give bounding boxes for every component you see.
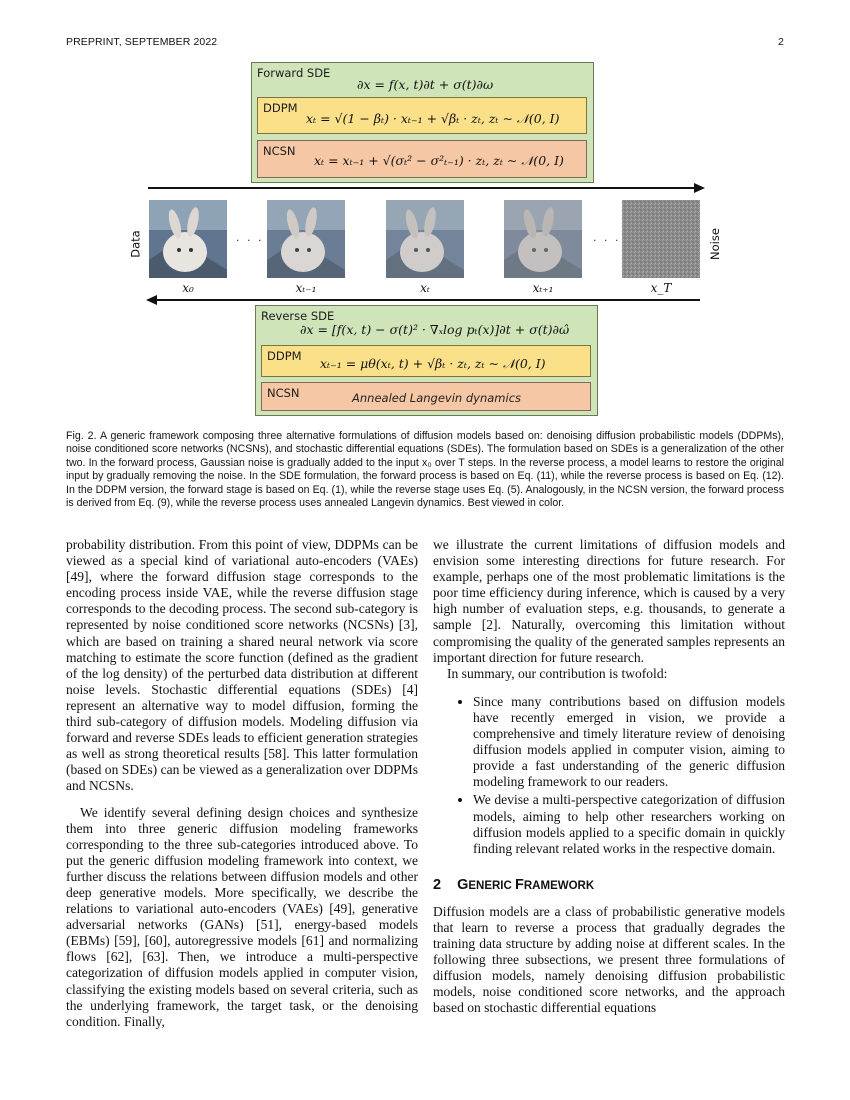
- forward-ncsn-equation: xₜ = xₜ₋₁ + √(σₜ² − σ²ₜ₋₁) · zₜ, zₜ ∼ 𝒩(0, I): [314, 153, 564, 168]
- ellipsis-right: · · ·: [593, 234, 621, 247]
- section-number: 2: [433, 876, 442, 893]
- page-number: 2: [778, 36, 784, 48]
- bunny-image-xt-plus-1: [504, 200, 582, 278]
- contribution-list: [433, 694, 785, 857]
- reverse-sde-equation: ∂x = [f(x, t) − σ(t)² · ∇ₓlog pₜ(x)]∂t + σ(t)∂ω̂: [300, 322, 570, 337]
- label-xT: x_T: [650, 281, 672, 295]
- list-item: • We devise a multi-perspective categorization of diffusion models, aiming to help other researchers working on diffusion models applied to a specific domain in quickly finding relevant related works in the respective domain.: [473, 792, 785, 856]
- bunny-image-xt-minus-1: [267, 200, 345, 278]
- running-header: PREPRINT, SEPTEMBER 2022: [66, 36, 218, 48]
- bunny-image-x0: [149, 200, 227, 278]
- reverse-sde-box: [255, 305, 598, 416]
- data-label: Data: [128, 230, 143, 258]
- forward-sde-title: Forward SDE: [257, 66, 331, 80]
- paragraph: probability distribution. From this point of view, DDPMs can be viewed as a special kind of variational auto-encoders (VAEs) [49], where the forward diffusion stage corresponds to the encoding process inside VAE, while the reverse diffusion stage corresponds to the decoding process. The second sub-category is represented by noise conditioned score networks (NCSNs) [3], which are based on training a shared neural network via score matching to estimate the score function (defined as the gradient of the log density) of the perturbed data distribution at different noise levels. Stochastic differential equations (SDEs) [4] represent an alternative way to model diffusion, forming the third sub-category of diffusion models. Modeling diffusion via forward and reverse SDEs leads to efficient generation strategies as well as strong theoretical results [58]. This latter formulation (based on SDEs) can be viewed as a generalization over DDPMs and NCSNs.: [66, 537, 418, 794]
- section-heading: [433, 877, 785, 894]
- noise-label: Noise: [707, 228, 722, 260]
- reverse-arrow: [155, 299, 700, 301]
- forward-ncsn-title: NCSN: [263, 144, 296, 158]
- label-xt: xₜ: [420, 281, 430, 295]
- figure-caption: Fig. 2. A generic framework composing three alternative formulations of diffusion models based on: denoising diffusion probabilistic models (DDPMs), noise conditioned score networks (NCSNs), and stochastic differential equations (SDEs). The formulation based on SDEs is a generalization of the other two. In the forward process, Gaussian noise is gradually added to the input x₀ over T steps. In the reverse process, a model learns to restore the original input by gradually removing the noise. In the SDE formulation, the forward process is based on Eq. (11), while the reverse process is based on Eq. (12). In the DDPM version, the forward stage is based on Eq. (1), while the reverse stage uses Eq. (5). Analogously, in the NCSN version, the forward process is derived from Eq. (9), while the reverse process uses annealed Langevin dynamics. Best viewed in color.: [66, 430, 784, 510]
- reverse-ncsn-title: NCSN: [267, 386, 300, 400]
- forward-arrow-head: [694, 183, 705, 193]
- paragraph: In summary, our contribution is twofold:: [447, 665, 668, 681]
- forward-ddpm-equation: xₜ = √(1 − βₜ) · xₜ₋₁ + √βₜ · zₜ, zₜ ∼ 𝒩(0, I): [306, 111, 560, 126]
- forward-ddpm-title: DDPM: [263, 101, 298, 115]
- label-xt-plus-1: xₜ₊₁: [532, 281, 554, 295]
- forward-ddpm-box: [257, 97, 587, 134]
- noise-image-xT: [622, 200, 700, 278]
- section-title-initial: F: [515, 876, 524, 893]
- paragraph: Diffusion models are a class of probabilistic generative models that learn to reverse a process that gradually degrades the training data structure by adding noise at different scales. In the following three subsections, we present three formulations of diffusion models, namely denoising diffusion probabilistic models, noise conditioned score networks, and the approach based on stochastic differential equations: [433, 903, 785, 1016]
- paragraph: we illustrate the current limitations of diffusion models and envision some interesting directions for future research. For example, perhaps one of the most problematic limitations is the poor time efficiency during inference, which is caused by a very high number of evaluation steps, e.g. thousands, to generate a sample [2]. Naturally, overcoming this limitation without compromising the quality of the generated samples represents an important direction for future research.: [433, 537, 785, 665]
- left-column: [66, 537, 418, 1030]
- paragraph: We identify several defining design choices and synthesize them into three generic diffusion modeling frameworks corresponding to the three sub-categories introduced above. To put the generic diffusion modeling framework into context, we further discuss the relations between diffusion models and other deep generative models. More specifically, we describe the relations to variational auto-encoders (VAEs) [49], generative adversarial networks (GANs) [51], energy-based models (EBMs) [59], [60], autoregressive models [61] and normalizing flows [62], [63]. Then, we introduce a multi-perspective categorization of diffusion models applied in computer vision, classifying the existing models based on several criteria, such as the underlying framework, the target task, or the denoising condition. Finally,: [66, 804, 418, 1029]
- reverse-ddpm-equation: xₜ₋₁ = μθ(xₜ, t) + √βₜ · zₜ, zₜ ∼ 𝒩(0, I): [320, 356, 546, 371]
- forward-ncsn-box: [257, 140, 587, 178]
- reverse-ncsn-text: Annealed Langevin dynamics: [352, 391, 522, 405]
- forward-sde-equation: ∂x = f(x, t)∂t + σ(t)∂ω: [357, 77, 494, 92]
- section-title-part: ENERIC: [468, 879, 516, 892]
- reverse-ddpm-title: DDPM: [267, 349, 302, 363]
- forward-sde-box: [251, 62, 594, 183]
- label-xt-minus-1: xₜ₋₁: [295, 281, 317, 295]
- ellipsis-left: · · ·: [236, 234, 264, 247]
- right-column: [433, 537, 785, 1017]
- section-title-part: RAMEWORK: [523, 879, 595, 892]
- section-title-initial: G: [457, 876, 469, 893]
- list-item: • Since many contributions based on diffusion models have recently emerged in vision, we provide a comprehensive and timely literature review of denoising diffusion models applied in computer vision, aiming to provide a fast understanding of the generic diffusion modeling framework to our readers.: [473, 694, 785, 791]
- forward-arrow: [148, 187, 696, 189]
- reverse-ddpm-box: [261, 345, 591, 377]
- label-x0: x₀: [182, 281, 194, 295]
- reverse-sde-title: Reverse SDE: [261, 309, 335, 323]
- reverse-ncsn-box: [261, 382, 591, 411]
- bunny-image-xt: [386, 200, 464, 278]
